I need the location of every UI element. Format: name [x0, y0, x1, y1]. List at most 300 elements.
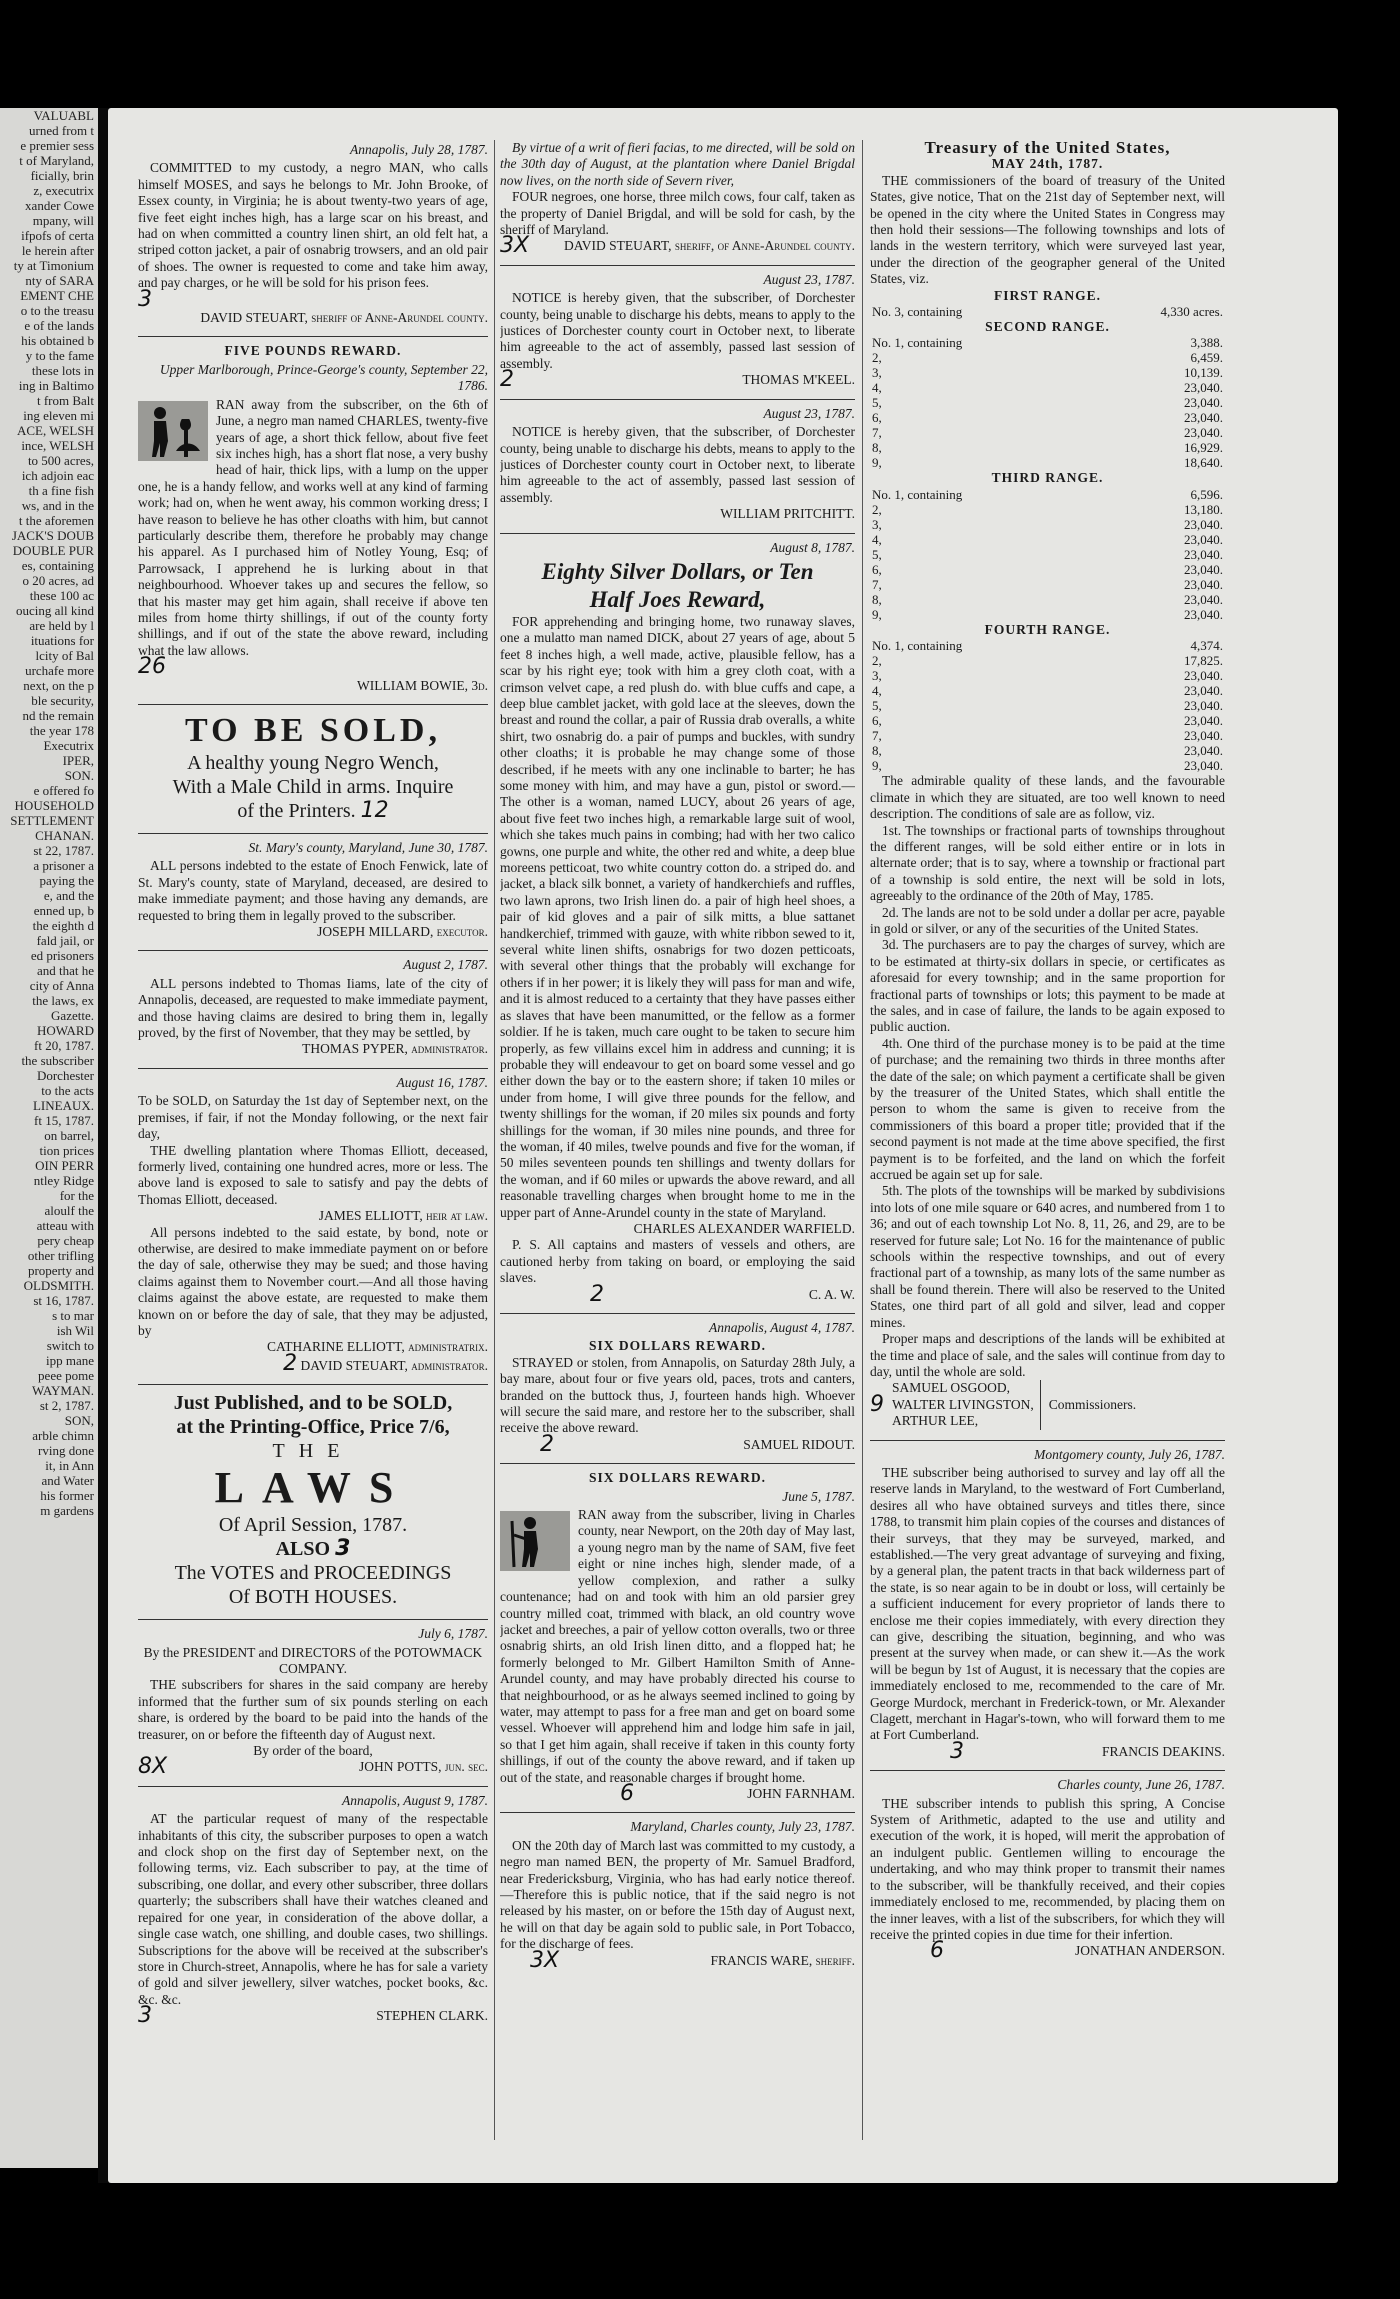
- condition-3: 3d. The purchasers are to pay the charges of survey, which are to be estimated at thirty-six dollars in specie, or certificates as aforesaid for every township; and in the same proportion for fractional parts of townships or lots; this payment to be made at the sales, and in case of failure, the lands to be again exposed to public auction.: [870, 937, 1225, 1035]
- strip-line: ish Wil: [56, 1323, 94, 1338]
- ad-brigdal-writ: [500, 140, 855, 259]
- acreage: 4,330 acres.: [1160, 304, 1223, 320]
- acreage: 6,459.: [1190, 350, 1223, 366]
- strip-line: e offered fo: [33, 783, 94, 798]
- dateline: August 16, 1787.: [396, 1074, 488, 1090]
- strip-line: tion prices: [39, 1143, 94, 1158]
- township-number: 6,: [872, 561, 882, 577]
- ad-reserve-lands-survey: [870, 1446, 1225, 1764]
- ad-text: ALL persons indebted to Thomas Iiams, late of the city of Annapolis, deceased, are requested to make immediate payment, and those having claims are desired to bring them in, legally proved, by the first of November, that they may be settled, by: [138, 975, 488, 1041]
- ad-text: COMMITTED to my custody, a negro MAN, who calls himself MOSES, and says he belongs to Mr. John Brooke, of Essex county, in Virginia; he is about twenty-two years of age, five feet eight inches high, has a large scar on his breast, and had on when committed a country linen shirt, an old felt hat, a striped cotton jacket, a pair of osnabrig trowsers, and an old pair of shoes. The owner is requested to come and take him away, and pay charges, or he will be sold for his prison fees.: [138, 160, 488, 291]
- signature-text: FRANCIS DEAKINS.: [1101, 1743, 1225, 1759]
- ad-committed-moses: [138, 142, 488, 326]
- township-number: 2,: [872, 350, 882, 366]
- condition-2: 2d. The lands are not to be sold under a dollar per acre, payable in gold or silver, or any of the securities of the United States.: [870, 904, 1225, 936]
- signature: ARTHUR LEE,: [892, 1413, 979, 1429]
- ad-eighty-dollars-reward: [500, 539, 855, 1307]
- ad-title: TO BE SOLD,: [185, 712, 441, 749]
- signature: SAMUEL OSGOOD,: [892, 1380, 1011, 1396]
- strip-line: e, and the: [43, 888, 94, 903]
- signature: WILLIAM PRITCHITT.: [720, 506, 855, 522]
- acreage: 23,040.: [1184, 713, 1223, 729]
- commissioner-names: [892, 1380, 1041, 1429]
- strip-line: and Water: [41, 1473, 94, 1488]
- divider: [138, 336, 488, 337]
- ad-committed-ben: [500, 1819, 855, 1973]
- strip-line: peee pome: [38, 1368, 94, 1383]
- strip-line: for the: [59, 1188, 94, 1203]
- township-number: 5,: [872, 698, 882, 714]
- acreage: 6,596.: [1190, 486, 1223, 502]
- divider: [138, 1384, 488, 1385]
- column-rule: [862, 140, 863, 2140]
- handwritten-mark: 3X: [530, 1947, 560, 1973]
- strip-line: nty of SARA: [25, 273, 94, 288]
- strip-line: s to mar: [52, 1308, 94, 1323]
- strip-line: o 20 acres, ad: [22, 573, 94, 588]
- ad-heading: SIX DOLLARS REWARD.: [589, 1470, 766, 1486]
- signature: [500, 233, 855, 259]
- strip-line: OLDSMITH.: [23, 1278, 94, 1293]
- ad-text: NOTICE is hereby given, that the subscriber, of Dorchester county, being unable to discharge his debts, means to apply to the justices of Dorchester county court in October next, to liberate him agreeable to the act of assembly, passed last session of assembly.: [500, 424, 855, 505]
- strip-line: switch to: [46, 1338, 94, 1353]
- strip-line: it, in Ann: [45, 1458, 94, 1473]
- ad-line: at the Printing-Office, Price 7/6,: [176, 1416, 450, 1439]
- township-number: 9,: [872, 758, 882, 774]
- strip-line: the subscriber: [21, 1053, 94, 1068]
- strip-line: rving done: [38, 1443, 94, 1458]
- ad-watch-shop: [138, 1792, 488, 2029]
- condition-4: 4th. One third of the purchase money is to be paid at the time of purchase; and the remaining two thirds in three months after the date of the sale; on which payment a certificate shall be given by the treasurer of the United States, which shall entitle the person to whom the same is given to receive from the commissioners of this board a proper title; provided that if the second payment is not made at the time above specified, the first payment is to be forfeited, and the land on which the forfeit accrued be again set up for sale.: [870, 1035, 1225, 1183]
- table-row: [870, 743, 1225, 758]
- strip-line: urchafe more: [25, 663, 94, 678]
- signature: [500, 367, 855, 393]
- acreage: 23,040.: [1184, 606, 1223, 622]
- acreage: 16,929.: [1184, 440, 1223, 456]
- signature: [138, 1350, 488, 1376]
- dateline: Annapolis, August 4, 1787.: [708, 1320, 855, 1335]
- range-heading: THIRD RANGE.: [991, 470, 1104, 486]
- strip-line: xander Cowe: [25, 198, 94, 213]
- signature-text: STEPHEN CLARK.: [376, 2008, 488, 2024]
- signature: THOMAS PYPER, administrator.: [302, 1041, 488, 1057]
- strip-line: ich adjoin eac: [21, 468, 94, 483]
- strip-line: o to the treasu: [20, 303, 94, 318]
- table-row: [870, 547, 1225, 562]
- strip-line: m gardens: [40, 1503, 94, 1518]
- township-number: 8,: [872, 743, 882, 759]
- strip-line: HOUSEHOLD: [14, 798, 94, 813]
- column-rule: [494, 140, 495, 2140]
- ad-line: Of April Session, 1787.: [218, 1514, 408, 1537]
- strip-line: these 100 ac: [29, 588, 94, 603]
- ad-title: Eighty Silver Dollars, or Ten: [541, 558, 814, 584]
- township-number: 6,: [872, 410, 882, 426]
- ad-text: THE subscriber being authorised to survey and lay off all the reserve lands in Maryland, to the westward of Fort Cumberland, desires all who have obtained surveys and titles there, since 1788, to transmit him plain copies of the courses and distances of their surveys, that they may be surveyed, marked, and established.—The very great advantage of surveying and fixing, by a general plan, the patent tracts in that back wilderness part of the state, is so near again to be in doubt or loss, will certainly be a sufficient inducement for every proprietor of lands there to enclose me their copies immediately, with every direction they can give, describing the situation, beginning, and who was present at the survey when made, or can shew it.—As the work will be begun by 1st of August, it is necessary that the copies are immediately enclosed to me, recommended to the care of Mr. George Murdock, merchant in Frederick-town, or Mr. Alexander Clagett, merchant in Hagar's-town, who will forward them to me at Fort Cumberland.: [870, 1464, 1225, 1743]
- strip-line: next, on the p: [23, 678, 94, 693]
- table-row: [870, 365, 1225, 380]
- strip-line: t from Balt: [36, 393, 94, 408]
- adjacent-page-strip: [0, 108, 98, 2168]
- acreage: 23,040.: [1184, 576, 1223, 592]
- acreage: 23,040.: [1184, 668, 1223, 684]
- condition-5: 5th. The plots of the townships will be marked by subdivisions into lots of one mile square or 640 acres, and numbered from 1 to 36; and out of each township Lot No. 8, 11, 26, and 29, are to be reserved for future sale; Lot No. 16 for the maintenance of public schools within the respective townships, and out of every fractional part of a township, as many lots of the same number as shall be found therein. There will also be reserved to the United States, one third part of all gold and silver, lead and copper mines.: [870, 1183, 1225, 1330]
- strip-line: VALUABL: [33, 108, 94, 123]
- strip-line: atteau with: [36, 1218, 94, 1233]
- table-row: [870, 683, 1225, 698]
- handwritten-mark: 2: [283, 1350, 298, 1376]
- divider: [500, 1812, 855, 1813]
- signature: CATHARINE ELLIOTT, administratrix.: [267, 1339, 488, 1355]
- handwritten-mark: 3: [138, 2003, 152, 2029]
- strip-line: Dorchester: [36, 1068, 94, 1083]
- ad-text: AT the particular request of many of the respectable inhabitants of this city, the subscriber purposes to open a watch and clock shop on the first day of September next, on the following terms, viz. Each subscriber to pay, at the time of subscribing, one dollar, and every other subscriber, three dollars quarterly; the subscribers shall have their watches cleaned and repaired for one year, in consideration of the above dollar, a single case watch, one shilling, and double cases, two shillings. Subscriptions for the above will be received at the subscriber's store in Church-street, Annapolis, where he has for sale a variety of gold and silver jewellery, silver watches, pocket books, &c. &c. &c.: [138, 1811, 488, 2007]
- strip-line: a prisoner a: [33, 858, 94, 873]
- table-row: [870, 653, 1225, 668]
- divider: [138, 704, 488, 705]
- strip-line: ws, and in the: [21, 498, 94, 513]
- acreage: 23,040.: [1184, 591, 1223, 607]
- acreage: 23,040.: [1184, 380, 1223, 396]
- dateline: Charles county, June 26, 1787.: [1057, 1777, 1225, 1793]
- dateline: August 23, 1787.: [763, 405, 855, 421]
- ad-five-pounds-reward: [138, 343, 488, 694]
- table-row: [870, 395, 1225, 410]
- signature: WALTER LIVINGSTON,: [892, 1396, 1034, 1412]
- strip-line: ituations for: [30, 633, 94, 648]
- strip-line: z, executrix: [33, 183, 94, 198]
- table-row: [870, 758, 1225, 773]
- signature-text: C. A. W.: [808, 1286, 855, 1302]
- ad-text: ON the 20th day of March last was committed to my custody, a negro man named BEN, the property of Mr. Samuel Bradford, near Fredericksburg, Virginia, who has had early notice thereof.—Therefore this is public notice, that if the said negro is not released by his master, on or before the 15th day of August next, he will on that day be again sold to public sale, in Port Tobacco, for the discharge of fees.: [500, 1837, 855, 1952]
- township-number: 3,: [872, 516, 882, 532]
- strip-line: SON,: [64, 1413, 94, 1428]
- acreage: 23,040.: [1184, 546, 1223, 562]
- signature-text: DAVID STEUART, sheriff, of Anne-Arundel county.: [564, 238, 855, 254]
- strip-line: ble security,: [31, 693, 94, 708]
- signature: [138, 2003, 488, 2029]
- strip-line: the laws, ex: [32, 993, 94, 1008]
- strip-line: st 22, 1787.: [33, 843, 94, 858]
- ad-line: With a Male Child in arms. Inquire: [172, 776, 454, 798]
- signature-text: DAVID STEUART, administrator.: [300, 1357, 488, 1373]
- ad-elliott-plantation: [138, 1075, 488, 1374]
- dateline: August 2, 1787.: [403, 957, 488, 973]
- strip-line: his obtained b: [21, 333, 94, 348]
- handwritten-mark: 3: [138, 286, 152, 312]
- acreage: 10,139.: [1184, 365, 1223, 381]
- strip-line: ifpofs of certa: [21, 228, 94, 243]
- table-row: [870, 698, 1225, 713]
- strip-line: other trifling: [27, 1248, 94, 1263]
- signature: [138, 1754, 488, 1780]
- ad-line: Of BOTH HOUSES.: [228, 1586, 398, 1609]
- acreage: 23,040.: [1184, 410, 1223, 426]
- divider: [138, 1786, 488, 1787]
- strip-line: ipp mane: [45, 1353, 94, 1368]
- ad-line: A healthy young Negro Wench,: [187, 752, 439, 774]
- ad-text: RAN away from the subscriber, on the 6th of June, a negro man named CHARLES, twenty-five years of age, a short thick fellow, about five feet six inches high, has a short flat nose, a very bushy head of hair, thick lips, with a lump on the upper one, he is a handy fellow, and works well at any kind of farming work; had on, when he went away, his common working dress; I have reason to believe he has other cloaths with him, but cannot particularly describe them, therefore he probably may change his apparel. As I purchased him of Notley Young, Esq; of Parrowsack, I apprehend he is lurking about in that neighbourhood. Whoever takes up and secures the fellow, so that his master may get him again, shall receive if above ten miles from home thirty shillings, if out of the county forty shillings, and if out of the state the above reward, including what the law allows.: [138, 396, 488, 658]
- strip-line: ing eleven mi: [23, 408, 94, 423]
- signature: WILLIAM BOWIE, 3d.: [357, 677, 488, 693]
- commissioners-block: [870, 1380, 1225, 1429]
- range-heading: SECOND RANGE.: [985, 319, 1110, 335]
- strip-line: on barrel,: [44, 1128, 94, 1143]
- table-row: [870, 304, 1225, 319]
- signature: [500, 1780, 855, 1806]
- ad-line: Just Published, and to be SOLD,: [173, 1392, 453, 1415]
- dateline: August 8, 1787.: [770, 539, 855, 555]
- township-number: 4,: [872, 531, 882, 547]
- column-1: [138, 140, 488, 2160]
- strip-line: st 2, 1787.: [39, 1398, 94, 1413]
- acreage: 23,040.: [1184, 698, 1223, 714]
- dateline: July 6, 1787.: [418, 1626, 488, 1642]
- strip-line: the year 178: [29, 723, 94, 738]
- range-table: [870, 638, 1225, 773]
- strip-line: DOUBLE PUR: [12, 543, 94, 558]
- township-number: 5,: [872, 546, 882, 562]
- ad-strayed-mare: [500, 1320, 855, 1457]
- strip-line: ing in Baltimo: [18, 378, 94, 393]
- table-row: [870, 532, 1225, 547]
- strip-line: and that he: [36, 963, 94, 978]
- handwritten-mark: 3: [950, 1738, 964, 1764]
- strip-line: these lots in: [31, 363, 94, 378]
- signature: JAMES ELLIOTT, heir at law.: [318, 1208, 488, 1224]
- strip-line: ntley Ridge: [33, 1173, 94, 1188]
- commissioners-label: Commissioners.: [1048, 1396, 1137, 1412]
- township-number: 4,: [872, 380, 882, 396]
- table-row: [870, 577, 1225, 592]
- runaway-man-icon: [500, 1511, 570, 1571]
- dateline: Maryland, Charles county, July 23, 1787.: [630, 1819, 855, 1835]
- handwritten-mark: 2: [540, 1431, 554, 1457]
- township-number: 9,: [872, 455, 882, 471]
- strip-line: pery cheap: [37, 1233, 94, 1248]
- strip-line: SON.: [64, 768, 94, 783]
- strip-line: paying the: [39, 873, 94, 888]
- strip-line: ft 20, 1787.: [34, 1038, 94, 1053]
- strip-line: ty at Timonium: [13, 258, 94, 273]
- signature-text: JOHN POTTS, jun. sec.: [358, 1759, 488, 1775]
- ad-text: STRAYED or stolen, from Annapolis, on Saturday 28th July, a bay mare, about four or five years old, paces, trots and canters, branded on the buttock thus, J, fourteen hands high. Whoever will secure the said mare, and restore her to the subscriber, shall receive the above reward.: [500, 1354, 855, 1436]
- ad-by: By order of the board,: [253, 1743, 373, 1759]
- ad-text: THE commissioners of the board of treasury of the United States, give notice, That on the 21st day of September next, will be opened in the city where the United States in Congress may then hold their sessions—The following townships and lots of lands in the western territory, which were surveyed last year, under the direction of the geographer general of the United States, viz.: [870, 172, 1225, 287]
- ad-iiams-estate: [138, 957, 488, 1057]
- ad-treasury-lands: [870, 140, 1225, 1430]
- table-row: [870, 487, 1225, 502]
- ad-heading: FIVE POUNDS REWARD.: [224, 343, 402, 359]
- ad-title: Treasury of the United States,: [924, 140, 1171, 157]
- dateline: Upper Marlborough, Prince-George's county, September 22, 1786.: [159, 361, 488, 394]
- township-number: No. 3, containing: [872, 304, 963, 320]
- divider: [500, 1313, 855, 1314]
- ad-fenwick-estate: [138, 840, 488, 940]
- strip-line: e premier sess: [20, 138, 94, 153]
- handwritten-mark: 2: [500, 367, 514, 393]
- strip-line: y to the fame: [25, 348, 94, 363]
- strip-line: EMENT CHE: [20, 288, 94, 303]
- signature-text: JONATHAN ANDERSON.: [1074, 1943, 1225, 1959]
- ad-arithmetic-book: [870, 1777, 1225, 1964]
- acreage: 18,640.: [1184, 455, 1223, 471]
- strip-line: city of Anna: [29, 978, 94, 993]
- acreage: 23,040.: [1184, 531, 1223, 547]
- strip-line: t of Maryland,: [19, 153, 94, 168]
- column-2: [500, 140, 855, 2160]
- ad-runaway-sam: [500, 1470, 855, 1806]
- strip-line: IPER,: [62, 753, 94, 768]
- dateline: Annapolis, August 9, 1787.: [341, 1792, 488, 1808]
- dateline: Annapolis, July 28, 1787.: [350, 142, 488, 157]
- acreage: 23,040.: [1184, 425, 1223, 441]
- strip-line: LINEAUX.: [32, 1098, 94, 1113]
- table-row: [870, 335, 1225, 350]
- strip-line: t the aforemen: [18, 513, 94, 528]
- table-row: [870, 350, 1225, 365]
- strip-line: mpany, will: [32, 213, 94, 228]
- township-number: 7,: [872, 576, 882, 592]
- table-row: [870, 713, 1225, 728]
- strip-line: to 500 acres,: [27, 453, 94, 468]
- table-row: [870, 455, 1225, 470]
- range-heading: FIRST RANGE.: [993, 287, 1102, 303]
- acreage: 23,040.: [1184, 683, 1223, 699]
- strip-line: ed prisoners: [30, 948, 94, 963]
- signature: [500, 1281, 855, 1307]
- township-number: 5,: [872, 395, 882, 411]
- ad-line: The VOTES and PROCEEDINGS: [174, 1562, 452, 1585]
- signature-text: FRANCIS WARE, sheriff.: [710, 1952, 855, 1968]
- acreage: 23,040.: [1184, 561, 1223, 577]
- ad-potowmack-company: [138, 1626, 488, 1780]
- signature: [870, 1738, 1225, 1764]
- strip-line: to the acts: [41, 1083, 94, 1098]
- acreage: 23,040.: [1184, 728, 1223, 744]
- acreage: 4,374.: [1190, 638, 1223, 654]
- handwritten-mark: 26: [138, 654, 166, 680]
- table-row: [870, 410, 1225, 425]
- ad-notice-mkeel: [500, 271, 855, 393]
- ad-text: FOUR negroes, one horse, three milch cows, four calf, taken as the property of Daniel Brigdal, and will be sold for cash, by the sheriff of Maryland.: [500, 189, 855, 238]
- dateline: MAY 24th, 1787.: [991, 156, 1104, 172]
- township-number: 4,: [872, 683, 882, 699]
- township-number: No. 1, containing: [872, 638, 963, 654]
- strip-line: OIN PERR: [35, 1158, 94, 1173]
- signature-text: JOHN FARNHAM.: [747, 1785, 855, 1801]
- strip-line: ACE, WELSH: [16, 423, 94, 438]
- handwritten-mark: 2: [590, 1281, 604, 1307]
- dateline: June 5, 1787.: [782, 1488, 855, 1504]
- township-number: No. 1, containing: [872, 486, 963, 502]
- township-number: 9,: [872, 606, 882, 622]
- ad-line: [138, 1537, 488, 1561]
- table-row: [870, 638, 1225, 653]
- divider: [138, 1619, 488, 1620]
- table-row: [870, 607, 1225, 622]
- divider: [138, 950, 488, 951]
- strip-line: SETTLEMENT: [10, 813, 94, 828]
- divider: [870, 1440, 1225, 1441]
- signature: DAVID STEUART, sheriff of Anne-Arundel county.: [200, 310, 488, 326]
- ad-postscript: P. S. All captains and masters of vessels and others, are cautioned herby from taking on board, or employing the said slaves.: [500, 1237, 855, 1286]
- dateline: Montgomery county, July 26, 1787.: [1034, 1446, 1225, 1462]
- ad-text: THE subscribers for shares in the said company are hereby informed that the further sum of six pounds sterling on each share, is ordered by the board to be paid into the hands of the treasurer, on or before the fifteenth day of August next.: [138, 1677, 488, 1742]
- acreage: 17,825.: [1184, 653, 1223, 669]
- ad-text: RAN away from the subscriber, living in Charles county, near Newport, on the 20th day of May last, a young negro man by the name of SAM, five feet eight or nine inches high, slender made, of a yellow complexion, and rather a sulky countenance; had on and took with him an old parsier grey country milled coat, trimmed with black, an old country wove jacket and breeches, a pair of yellow cotton overalls, two or three osnabrig shirts, an old Irish linen ditto, and a flopped hat; he formerly belonged to Mr. Gilbert Hamilton Smith of Anne-Arundel county, and may have probably directed his course to that neighbourhood, or as he always seemed inclined to going by water, may attempt to pass for a free man and get on board some vessel. Whoever will apprehend him and lodge him safe in jail, so that I get him again, shall receive if taken in this county forty shillings, if out of the county the above reward, and if taken up out of the state, and reasonable charges if brought home.: [500, 1507, 855, 1785]
- signature: CHARLES ALEXANDER WARFIELD.: [633, 1220, 855, 1236]
- ad-text: THE dwelling plantation where Thomas Elliott, deceased, formerly lived, containing one hundred acres, more or less. The above land is exposed to sale to satisfy and pay the debts of Thomas Elliott, deceased.: [138, 1142, 488, 1207]
- strip-line: aloulf the: [44, 1203, 94, 1218]
- strip-line: es, containing: [21, 558, 94, 573]
- table-row: [870, 668, 1225, 683]
- ad-laws-published: [138, 1391, 488, 1609]
- range-table: [870, 335, 1225, 470]
- strip-line: Gazette.: [51, 1008, 94, 1023]
- acreage: 13,180.: [1184, 501, 1223, 517]
- strip-line: arble chimn: [32, 1428, 94, 1443]
- handwritten-mark: 3X: [500, 233, 530, 259]
- strip-line: ince, WELSH: [21, 438, 94, 453]
- township-number: 7,: [872, 728, 882, 744]
- strip-line: Executrix: [43, 738, 94, 753]
- handwritten-mark: 6: [620, 1780, 634, 1806]
- ad-heading: SIX DOLLARS REWARD.: [589, 1338, 766, 1354]
- strip-line: fald jail, or: [36, 933, 94, 948]
- signature: [870, 1938, 1225, 1964]
- divider: [500, 533, 855, 534]
- township-number: No. 1, containing: [872, 335, 963, 351]
- divider: [138, 1068, 488, 1069]
- handwritten-mark: 3: [335, 1536, 351, 1562]
- ad-text: The admirable quality of these lands, and the favourable climate in which they are situated, are too well known to need description. The conditions of sale are as follow, viz.: [870, 773, 1225, 822]
- condition-6: Proper maps and descriptions of the lands will be exhibited at the time and place of sale, and the sales will continue from day to day, until the whole are sold.: [870, 1331, 1225, 1379]
- ad-text: NOTICE is hereby given, that the subscriber, of Dorchester county, being unable to discharge his debts, means to apply to the justices of Dorchester county court in October next, to liberate him agreeable to the act of assembly, passed last session of assembly.: [500, 290, 855, 371]
- strip-line: enned up, b: [33, 903, 94, 918]
- ad-text: FOR apprehending and bringing home, two runaway slaves, one a mulatto man named DICK, about 27 years of age, about 5 feet 8 inches high, a well made, active, plausible fellow, has a scar by his right eye; took with him a grey cloth coat, with a crimson velvet cape, a red plush do. with blue cuffs and cape, a deep blue camblet jacket, with gold lace at the sleeves, down the breast and round the collar, a pair of Russia drab overalls, a white shirt, two osnabrig do. a pair of pumps and buckles, with sundry other cloaths; it is probable he may change some of those described, if he meets with any one inclinable to barter; he has some money with him, and may have a gun, pistol or sword.—The other is a woman, named LUCY, about 26 years of age, about five feet two inches high, a remarkable large suit of wool, which she takes much pains in combing; had with her two calico gowns, one purple and white, the other red and white, a deep blue moreens petticoat, two white country cotton do. a striped do. and jacket, a black silk bonnet, a variety of handkerchiefs and ruffles, two lawn aprons, two Irish linen do. a pair of high heel shoes, a pair of kid gloves and a pair of silk mitts, a blue sattanet handkerchief, trimmed with gauze, with white ribbon sewed to it, several white linen shifts, osnabrigs for two dozen petticoats, with several other things that the probably will exchange for others if in her power; it is likely they will pass for man and wife, and it is almost reduced to a certainty that they have passes either as slaves that have been manumitted, or the fellow as a former soldier. If he is taken, much care ought to be taken to secure him properly, as few villains excel him in address and cunning; it is probable they will endeavour to get on board some vessel and go either down the bay or to the eastern shore; if taken 10 miles or under from home, I will give three pounds for the fellow, and twenty shillings for the woman, if 20 miles six pounds and forty shillings for the woman, if 30 miles nine pounds, and three for the woman, if 40 miles, twelve pounds and five for the woman, if 50 miles seventeen pounds ten shillings and twenty dollars for the woman, and if 60 miles or upwards the above reward, and all reasonable travelling charges when brought home to me in the upper part of Anne-Arundel county in the state of Maryland.: [500, 613, 855, 1220]
- ad-text: ALL persons indebted to the estate of Enoch Fenwick, late of St. Mary's county, state of Maryland, deceased, are desired to make immediate payment; and those having any demands, are requested to bring them in legally proved to the subscriber.: [138, 858, 488, 923]
- ad-text: THE subscriber intends to publish this spring, A Concise System of Arithmetic, adapted to the use and utility and execution of the work, it is hoped, will merit the approbation of an indulgent public. Gentlemen willing to encourage the undertaking, and who may think proper to transmit their names to the subscriber, will be thankfully received, and their copies immediately enclosed to me, recommended, by placing them on the inner leaves, with a list of the subscribers, for which they will receive the printed copies in due time for their infertion.: [870, 1795, 1225, 1942]
- table-row: [870, 502, 1225, 517]
- township-number: 6,: [872, 713, 882, 729]
- range-table: [870, 487, 1225, 622]
- strip-line: e of the lands: [24, 318, 94, 333]
- township-number: 2,: [872, 653, 882, 669]
- signature: JOSEPH MILLARD, executor.: [317, 924, 488, 940]
- acreage: 23,040.: [1184, 395, 1223, 411]
- strip-line: st 16, 1787.: [33, 1293, 94, 1308]
- divider: [870, 1770, 1225, 1771]
- strip-line: HOWARD: [36, 1023, 94, 1038]
- ad-intro: By virtue of a writ of fieri facias, to me directed, will be sold on the 30th day of August, at the plantation where Daniel Brigdal now lives, on the north side of Severn river,: [500, 140, 855, 188]
- ad-line: [138, 799, 488, 823]
- strip-line: ficially, brin: [30, 168, 94, 183]
- ad-line-text: ALSO: [275, 1538, 331, 1561]
- strip-line: nd the remain: [22, 708, 94, 723]
- strip-line: oucing all kind: [16, 603, 94, 618]
- strip-line: ft 15, 1787.: [34, 1113, 94, 1128]
- ad-to-be-sold-wench: [138, 711, 488, 823]
- table-row: [870, 425, 1225, 440]
- strip-line: le herein after: [21, 243, 94, 258]
- strip-line: urned from t: [29, 123, 94, 138]
- strip-line: are held by l: [29, 618, 94, 633]
- table-row: [870, 728, 1225, 743]
- table-row: [870, 592, 1225, 607]
- handwritten-mark: 12: [360, 798, 389, 823]
- column-3: [870, 140, 1225, 2160]
